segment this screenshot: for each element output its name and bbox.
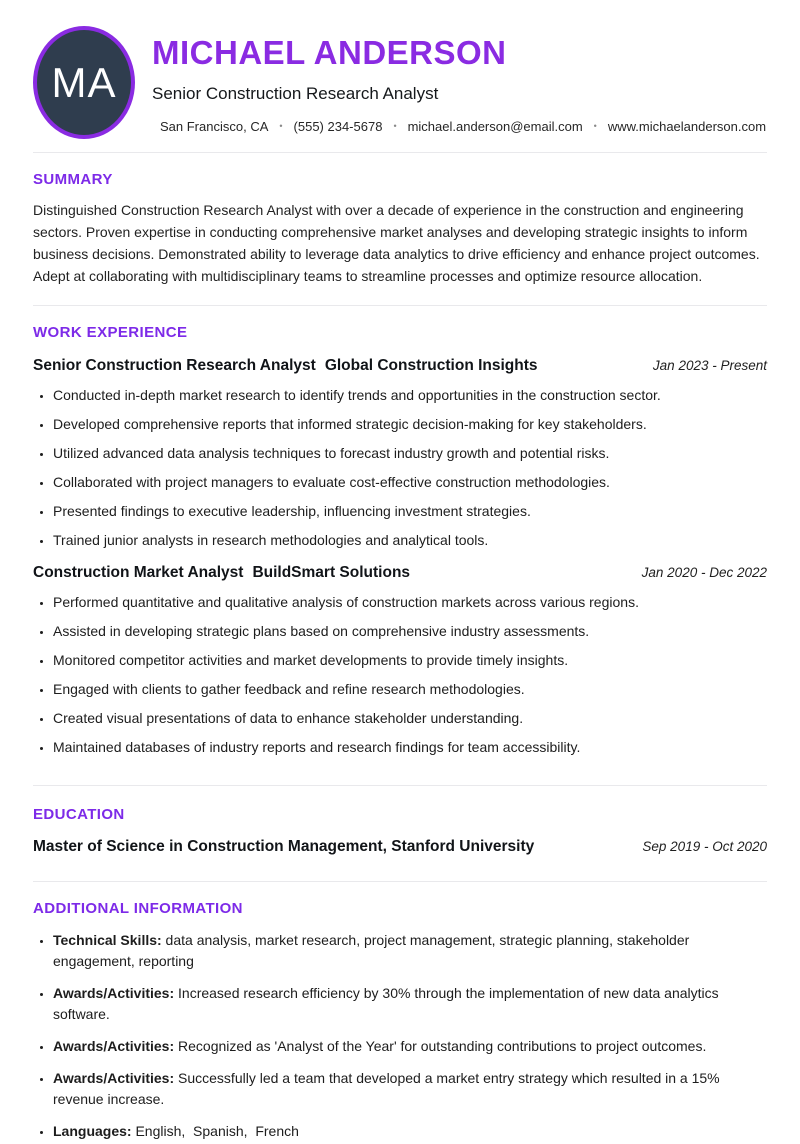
summary-divider (33, 305, 767, 306)
section-work-experience (33, 324, 767, 757)
section-summary (33, 171, 767, 287)
job-bullet: • Created visual presentations of data to enhance stakeholder understanding. (53, 708, 767, 728)
job-bullet: • Performed quantitative and qualitative analysis of construction markets across various regions. (53, 592, 767, 612)
education-entry (33, 838, 767, 856)
additional-item-label: Awards/Activities: (53, 1070, 175, 1086)
additional-item (53, 1121, 767, 1142)
additional-list (33, 930, 767, 1142)
job-entry (33, 564, 767, 757)
job-bullet-list (33, 385, 767, 550)
header-divider (33, 152, 767, 153)
additional-item-text: Increased research efficiency by 30% through the implementation of new data analytics software. (53, 985, 723, 1022)
job-bullet: • Collaborated with project managers to evaluate cost-effective construction methodologies. (53, 472, 767, 492)
avatar-initials: MA (51, 58, 117, 106)
candidate-headline: Senior Construction Research Analyst (152, 83, 439, 103)
job-dates: Jan 2020 - Dec 2022 (641, 565, 767, 580)
header-info (152, 26, 766, 134)
resume-header (33, 26, 767, 139)
job-entry-header (33, 357, 767, 375)
job-bullet: • Monitored competitor activities and market developments to provide timely insights. (53, 650, 767, 670)
job-company: BuildSmart Solutions (252, 564, 411, 581)
job-bullet: • Developed comprehensive reports that informed strategic decision-making for key stakeholders. (53, 414, 767, 434)
job-title-company (33, 564, 410, 582)
job-title-company (33, 357, 538, 375)
dot-separator-icon: • (393, 121, 397, 132)
additional-information-heading: ADDITIONAL INFORMATION (33, 900, 243, 917)
work-divider (33, 785, 767, 786)
work-experience-heading: WORK EXPERIENCE (33, 324, 188, 341)
job-entry (33, 357, 767, 550)
summary-heading: SUMMARY (33, 171, 113, 188)
summary-text: Distinguished Construction Research Analyst with over a decade of experience in the construction and engineering sectors. Proven expertise in conducting comprehensive market analyses and developing strategic insights to inform business decisions. Demonstrated ability to leverage data analytics to drive efficiency and enhance project outcomes. Adept at collaborating with multidisciplinary teams to streamline processes and optimize resource allocation. (33, 202, 760, 284)
job-bullet: • Engaged with clients to gather feedback and refine research methodologies. (53, 679, 767, 699)
section-education (33, 806, 767, 856)
additional-item-label: Awards/Activities: (53, 985, 175, 1001)
education-dates: Sep 2019 - Oct 2020 (642, 839, 767, 854)
dot-separator-icon: • (593, 121, 597, 132)
job-entry-header (33, 564, 767, 582)
avatar (33, 26, 135, 139)
job-bullet: • Utilized advanced data analysis techniques to forecast industry growth and potential risks. (53, 443, 767, 463)
job-bullet: • Assisted in developing strategic plans based on comprehensive industry assessments. (53, 621, 767, 641)
job-bullet: • Trained junior analysts in research methodologies and analytical tools. (53, 530, 767, 550)
education-degree: Master of Science in Construction Management, Stanford University (33, 838, 535, 855)
dot-separator-icon: • (279, 121, 283, 132)
contact-line (160, 119, 766, 134)
job-title: Senior Construction Research Analyst (33, 357, 316, 374)
job-bullet-list (33, 592, 767, 757)
additional-item-label: Awards/Activities: (53, 1038, 175, 1054)
contact-website: www.michaelanderson.com (607, 118, 767, 134)
additional-item-text: data analysis, market research, project management, strategic planning, stakeholder engagement, reporting (53, 932, 694, 969)
education-heading: EDUCATION (33, 806, 125, 823)
job-bullet: • Presented findings to executive leadership, influencing investment strategies. (53, 501, 767, 521)
additional-item (53, 930, 767, 972)
candidate-name: MICHAEL ANDERSON (152, 34, 507, 71)
contact-location: San Francisco, CA (160, 118, 269, 134)
additional-item-text: Recognized as 'Analyst of the Year' for outstanding contributions to project outcomes. (174, 1038, 707, 1054)
additional-item (53, 1068, 767, 1110)
additional-item-text: English, Spanish, French (131, 1123, 299, 1139)
additional-item (53, 1036, 767, 1057)
contact-email: michael.anderson@email.com (407, 118, 583, 134)
job-bullet: • Conducted in-depth market research to identify trends and opportunities in the construction sector. (53, 385, 767, 405)
job-title: Construction Market Analyst (33, 564, 244, 581)
job-bullet: • Maintained databases of industry reports and research findings for team accessibility. (53, 737, 767, 757)
section-additional-information (33, 900, 767, 1142)
contact-phone: (555) 234-5678 (293, 118, 383, 134)
job-company: Global Construction Insights (324, 357, 538, 374)
additional-item-label: Languages: (53, 1123, 132, 1139)
education-divider (33, 881, 767, 882)
job-dates: Jan 2023 - Present (652, 358, 767, 373)
additional-item-label: Technical Skills: (53, 932, 162, 948)
additional-item-text: Successfully led a team that developed a market entry strategy which resulted in a 15% revenue increase. (53, 1070, 724, 1107)
additional-item (53, 983, 767, 1025)
